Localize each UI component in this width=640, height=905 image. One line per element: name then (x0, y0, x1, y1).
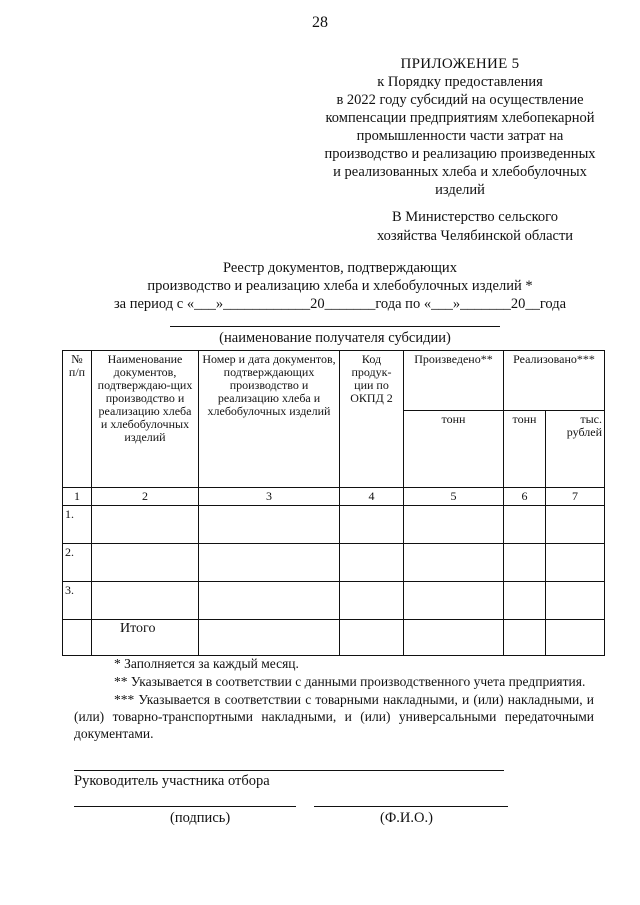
total-label: Итого (92, 620, 199, 656)
table-cell[interactable] (504, 582, 546, 620)
page-number: 28 (312, 14, 328, 31)
footnote-2: ** Указывается в соответствии с данными производственного учета предприятия. (114, 674, 586, 689)
signer-title: Руководитель участника отбора (74, 773, 270, 789)
column-number: 5 (404, 488, 504, 506)
signature-caption: (подпись) (170, 810, 231, 826)
table-row (63, 544, 605, 582)
header-produced-tons: тонн (404, 411, 504, 488)
table-cell[interactable] (340, 544, 404, 582)
column-number: 7 (546, 488, 605, 506)
table-cell[interactable] (92, 506, 199, 544)
header-documents: Наименование документов, подтверждаю-щих производство и реализацию хлеба и хлебобулочных изделий (92, 351, 199, 488)
table-cell[interactable] (504, 506, 546, 544)
addressee-block (360, 208, 590, 246)
table-cell[interactable] (504, 544, 546, 582)
header-sold: Реализовано*** (504, 351, 605, 411)
column-number: 6 (504, 488, 546, 506)
appendix-line: производство и реализацию произведенных (324, 146, 596, 162)
total-row (63, 620, 605, 656)
table-cell[interactable] (92, 544, 199, 582)
recipient-caption: (наименование получателя субсидии) (219, 330, 451, 346)
fio-caption: (Ф.И.О.) (380, 810, 433, 826)
table-cell[interactable] (546, 506, 605, 544)
column-number: 2 (92, 488, 199, 506)
row-number: 1. (63, 506, 92, 544)
table-cell[interactable] (340, 582, 404, 620)
table-cell[interactable] (404, 620, 504, 656)
appendix-line: к Порядку предоставления (377, 74, 543, 90)
column-number-row (63, 488, 605, 506)
appendix-title: ПРИЛОЖЕНИЕ 5 (400, 56, 520, 72)
appendix-line: в 2022 году субсидий на осуществление (336, 92, 584, 108)
header-sold-tons: тонн (504, 411, 546, 488)
column-number: 1 (63, 488, 92, 506)
header-num: № п/п (63, 351, 92, 488)
row-number: 2. (63, 544, 92, 582)
table-cell (63, 620, 92, 656)
table-cell[interactable] (504, 620, 546, 656)
footnote-1: * Заполняется за каждый месяц. (114, 656, 299, 671)
table-cell[interactable] (199, 506, 340, 544)
signature-line[interactable] (74, 806, 296, 807)
column-number: 3 (199, 488, 340, 506)
table-cell[interactable] (404, 506, 504, 544)
table-row (63, 582, 605, 620)
appendix-line: изделий (435, 182, 485, 198)
table-cell[interactable] (340, 620, 404, 656)
registry-title (60, 259, 620, 313)
appendix-line: компенсации предприятиям хлебопекарной (325, 110, 595, 126)
table-cell[interactable] (92, 582, 199, 620)
column-number: 4 (340, 488, 404, 506)
table-cell[interactable] (546, 582, 605, 620)
recipient-name-line[interactable] (170, 326, 500, 327)
row-number: 3. (63, 582, 92, 620)
table-cell[interactable] (199, 620, 340, 656)
appendix-block (300, 55, 620, 199)
footnote-3: *** Указывается в соответствии с товарными накладными, и (или) накладными, и (или) товарно-транспортными накладными, и (или) универсальными передаточными документами. (74, 692, 594, 741)
registry-line-1: Реестр документов, подтверждающих (223, 260, 457, 276)
table-cell[interactable] (404, 544, 504, 582)
table-cell[interactable] (404, 582, 504, 620)
table-row (63, 506, 605, 544)
registry-line-2: производство и реализацию хлеба и хлебобулочных изделий * (147, 278, 533, 294)
table-cell[interactable] (546, 544, 605, 582)
appendix-line: промышленности части затрат на (356, 128, 564, 144)
table-cell[interactable] (199, 582, 340, 620)
appendix-line: и реализованных хлеба и хлебобулочных (333, 164, 587, 180)
header-number-date: Номер и дата документов, подтверждающих производство и реализацию хлеба и хлебобулочных изделий (199, 351, 340, 488)
table-cell[interactable] (340, 506, 404, 544)
header-sold-rubles: тыс. рублей (546, 411, 605, 488)
footnotes (74, 655, 594, 743)
header-produced: Произведено** (404, 351, 504, 411)
header-code: Код продук-ции по ОКПД 2 (340, 351, 404, 488)
addressee-line: хозяйства Челябинской области (376, 228, 574, 244)
head-signature-line[interactable] (74, 770, 504, 771)
table-cell[interactable] (199, 544, 340, 582)
addressee-line: В Министерство сельского (391, 209, 559, 225)
registry-period: за период с «___»____________20_______года по «___»_______20__года (113, 296, 567, 312)
registry-table (62, 350, 605, 656)
table-cell[interactable] (546, 620, 605, 656)
fio-line[interactable] (314, 806, 508, 807)
